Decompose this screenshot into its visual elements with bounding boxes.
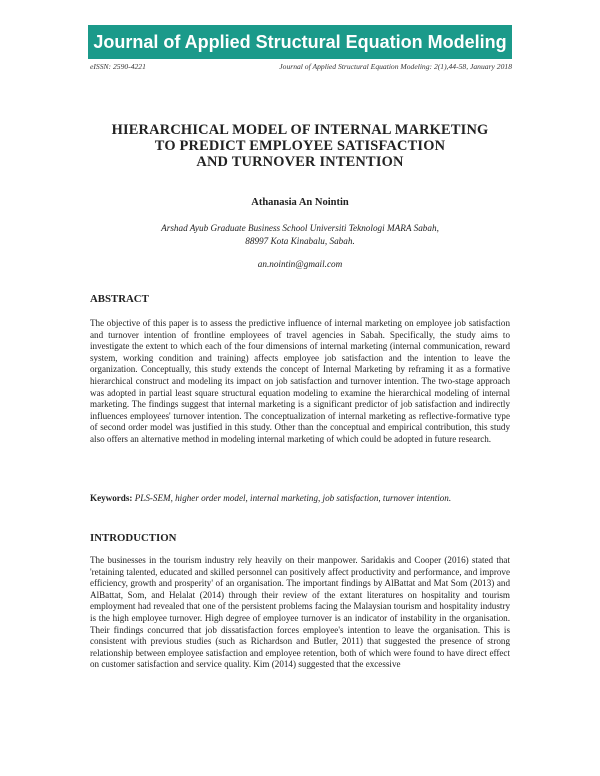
- author-name: Athanasia An Nointin: [251, 197, 349, 208]
- journal-name: Journal of Applied Structural Equation Modeling: [93, 31, 507, 52]
- introduction-text: The businesses in the tourism industry rely heavily on their manpower. Saridakis and Cooper (2016) stated that 'retaining talented, educated and skilled personnel can positively affect productivity and performance, and improve efficiency, growth and prosperity' of an organisation. The important findings by AlBattat and Mat Som (2013) and AlBattat, Som, and Helalat (2014) through their review of the extant literatures on hospitality and tourism employment had revealed that one of the persistent problems facing the Malaysian tourism and hospitality industry is the high employee turnover. High degree of employee turnover is an indicator of instability in the organisation. Their findings concurred that job dissatisfaction forces employee's intention to leave the organisation. This is consistent with previous studies (such as Richardson and Butler, 2011) that suggested the presence of strong relationship between employee satisfaction and employee retention, both of which were found to have direct effect on customer satisfaction and service quality. Kim (2014) suggested that the excessive: [90, 555, 510, 670]
- keywords-text: PLS-SEM, higher order model, internal marketing, job satisfaction, turnover intention.: [132, 493, 452, 503]
- paper-title: [60, 122, 540, 170]
- journal-citation: Journal of Applied Structural Equation Modeling: 2(1),44-58, January 2018: [279, 62, 512, 71]
- affiliation-line: Arshad Ayub Graduate Business School Universiti Teknologi MARA Sabah,: [161, 223, 439, 233]
- title-line: TO PREDICT EMPLOYEE SATISFACTION: [154, 138, 446, 154]
- issn-label: eISSN: 2590-4221: [90, 62, 146, 71]
- abstract-text: The objective of this paper is to assess the predictive influence of internal marketing on employee job satisfaction and turnover intention of frontline employees of travel agencies in Sabah. Specifically, the study aims to investigate the extent to which each of the four dimensions of internal marketing (internal communication, reward system, working condition and training) affects employee job satisfaction and the intention to leave the organization. Conceptually, this study extends the concept of Internal Marketing by reframing it as a formative hierarchical construct and modeling its impact on job satisfaction and turnover intention. The two-stage approach was adopted in partial least square structural equation modeling to examine the hierarchical modeling of internal marketing. The findings suggest that internal marketing is a significant predictor of job satisfaction and indirectly influences employees' turnover intention. The conceptualization of internal marketing as reflective-formative type of second order model was justified in this study. Other than the conceptual and empirical contribution, this study also offers an alternative method in modeling internal marketing of which could be adopted in future research.: [90, 318, 510, 444]
- keywords-line: [90, 493, 510, 503]
- affiliation-line: 88997 Kota Kinabalu, Sabah.: [245, 236, 355, 246]
- title-line: HIERARCHICAL MODEL OF INTERNAL MARKETING: [111, 122, 489, 138]
- author-email[interactable]: an.nointin@gmail.com: [257, 259, 343, 269]
- title-line: AND TURNOVER INTENTION: [196, 154, 404, 170]
- keywords-label: Keywords:: [90, 493, 133, 503]
- abstract-heading: ABSTRACT: [90, 293, 149, 305]
- introduction-heading: INTRODUCTION: [90, 532, 177, 544]
- author-affiliation: [60, 222, 540, 248]
- journal-banner: [88, 25, 512, 59]
